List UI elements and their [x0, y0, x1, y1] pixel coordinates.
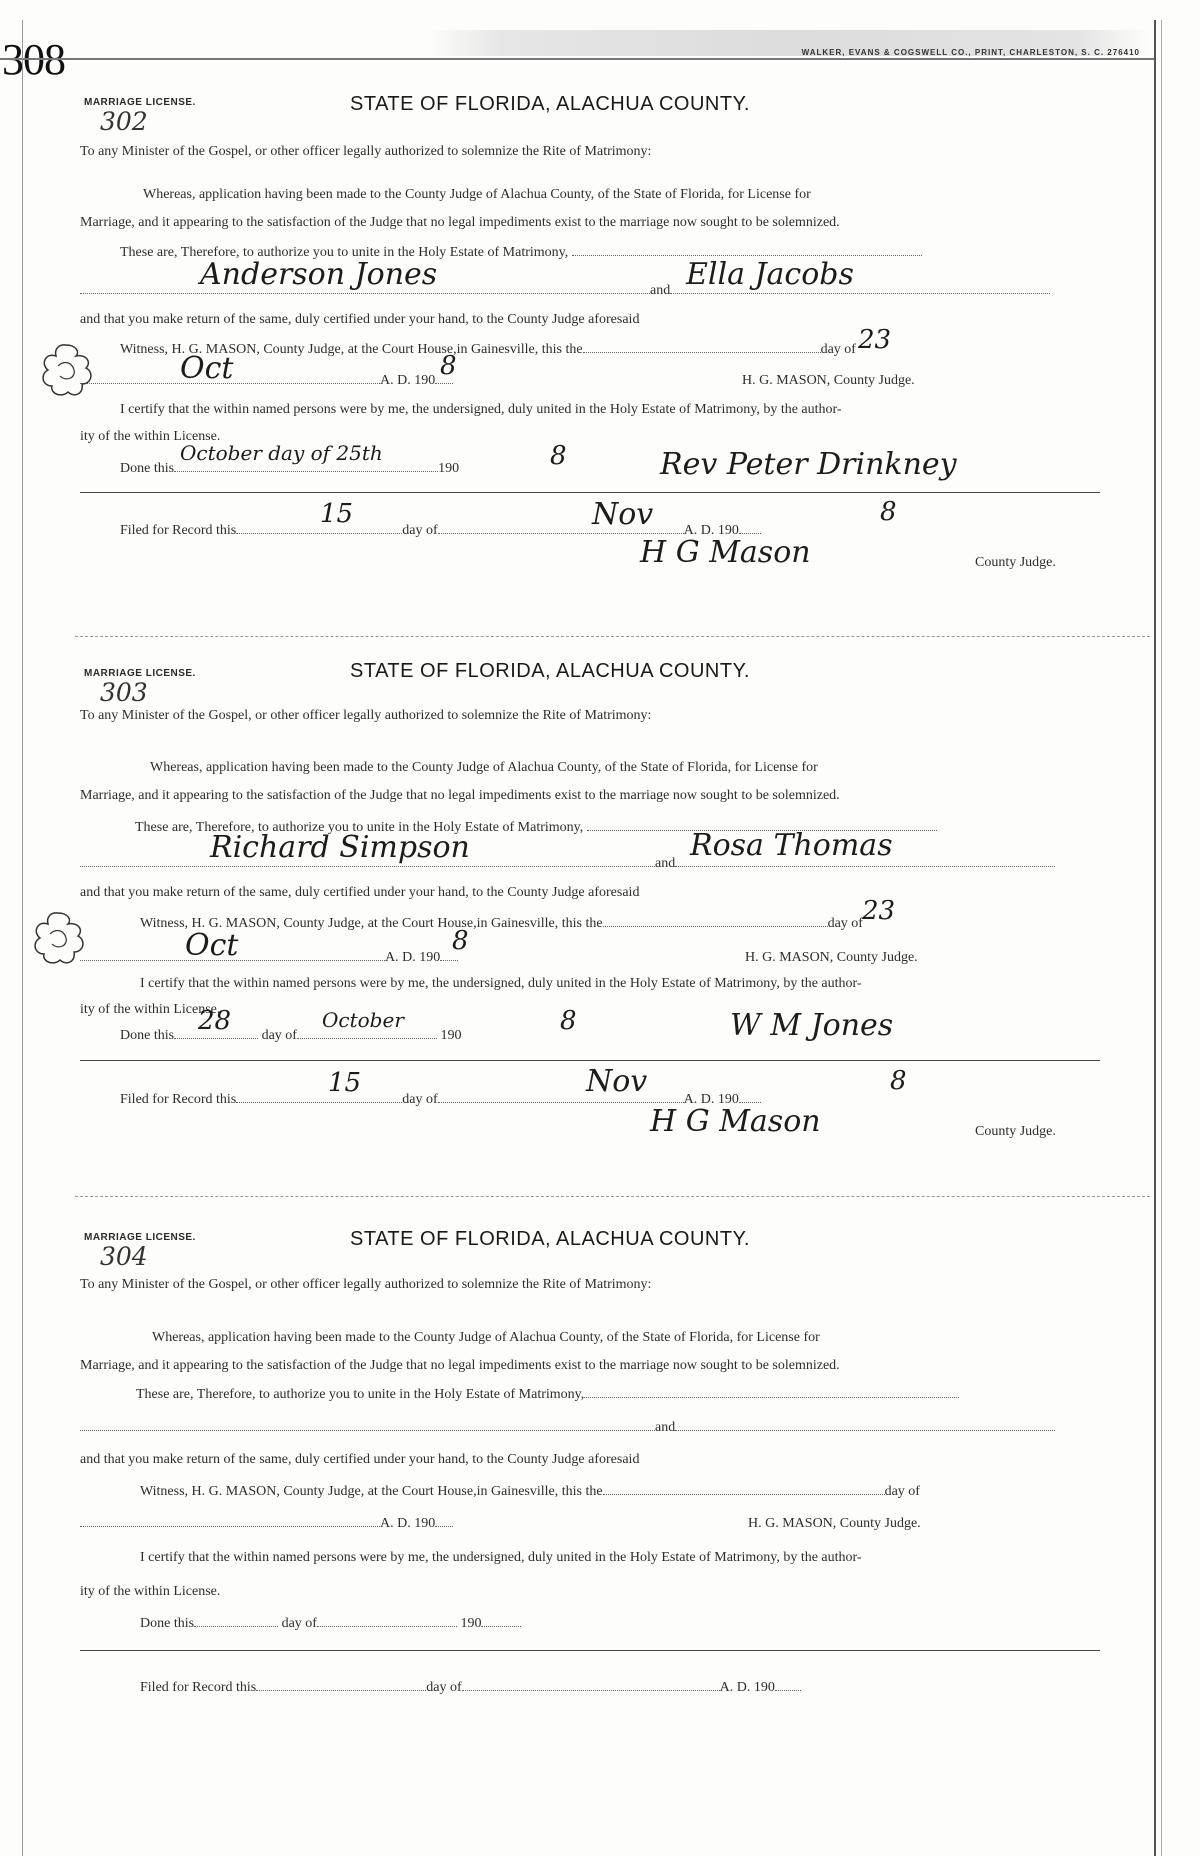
done-year: 8 [560, 1006, 577, 1036]
license-section-304 [80, 1228, 1100, 1752]
witness-month: Oct [185, 928, 239, 963]
filed-line: Filed for Record this day of A. D. 190 [140, 1680, 801, 1696]
done-year: 8 [550, 441, 567, 471]
witness-line: Witness, H. G. MASON, County Judge, at the Court House,in Gainesville, this the day of [120, 342, 856, 357]
judge-signature: H. G. MASON, County Judge. [748, 1516, 921, 1531]
right-margin-rule-inner [1161, 20, 1162, 1856]
done-month: October [322, 1008, 404, 1032]
witness-month: Oct [180, 351, 234, 386]
these-are-line: These are, Therefore, to authorize you to unite in the Holy Estate of Matrimony, [120, 245, 922, 261]
filed-month: Nov [592, 497, 654, 532]
done-line: Done this day of 190 [140, 1616, 521, 1632]
clerk-signature: H G Mason [650, 1104, 821, 1139]
witness-line: Witness, H. G. MASON, County Judge, at the Court House,in Gainesville, this the day of [140, 1484, 920, 1499]
ad-line: A. D. 190 [80, 950, 458, 966]
left-margin-rule [22, 20, 23, 1856]
certify-line-2: ity of the within License. [80, 1584, 221, 1599]
names-line: and [80, 1420, 1055, 1436]
right-margin-rule [1154, 20, 1156, 1856]
filed-day: 15 [320, 499, 354, 529]
filed-line: Filed for Record this day of A. D. 190 [120, 523, 761, 539]
license-label: MARRIAGE LICENSE. [84, 668, 196, 679]
state-heading: STATE OF FLORIDA, ALACHUA COUNTY. [350, 93, 750, 115]
bride-name: Ella Jacobs [686, 257, 854, 292]
officiant-signature: Rev Peter Drinkney [660, 447, 957, 482]
witness-day: 23 [858, 325, 892, 355]
certify-line-2: ity of the within License. [80, 1002, 221, 1017]
certify-line-1: I certify that the within named persons were by me, the undersigned, duly united in the Holy Estate of Matrimony, by the author- [140, 976, 862, 991]
certify-line-1: I certify that the within named persons were by me, the undersigned, duly united in the Holy Estate of Matrimony, by the author- [140, 1550, 862, 1565]
whereas-line-2: Marriage, and it appearing to the satisfaction of the Judge that no legal impediments exist to the marriage now sought to be solemnized. [80, 788, 840, 803]
address-line: To any Minister of the Gospel, or other officer legally authorized to solemnize the Rite of Matrimony: [80, 144, 652, 159]
section-divider [75, 1196, 1150, 1197]
judge-signature: H. G. MASON, County Judge. [745, 950, 918, 965]
license-number: 303 [100, 678, 148, 707]
done-line: Done this day of 190 [120, 1028, 462, 1043]
filed-line: Filed for Record this day of A. D. 190 [120, 1092, 761, 1108]
county-judge-label: County Judge. [975, 555, 1056, 570]
witness-day: 23 [862, 896, 896, 926]
filed-divider [80, 1060, 1100, 1061]
address-line: To any Minister of the Gospel, or other officer legally authorized to solemnize the Rite of Matrimony: [80, 708, 652, 723]
filed-year: 8 [880, 497, 897, 527]
judge-signature: H. G. MASON, County Judge. [742, 373, 915, 388]
groom-name: Anderson Jones [200, 257, 438, 292]
address-line: To any Minister of the Gospel, or other officer legally authorized to solemnize the Rite of Matrimony: [80, 1277, 652, 1292]
done-day: 28 [198, 1006, 232, 1036]
printer-imprint: WALKER, EVANS & COGSWELL CO., PRINT, CHARLESTON, S. C. 276410 [801, 48, 1140, 57]
witness-year-digit: 8 [452, 926, 469, 956]
return-line: and that you make return of the same, duly certified under your hand, to the County Judge aforesaid [80, 312, 640, 327]
return-line: and that you make return of the same, duly certified under your hand, to the County Judge aforesaid [80, 1452, 640, 1467]
filed-year: 8 [890, 1066, 907, 1096]
filed-month: Nov [586, 1064, 648, 1099]
done-line: Done this 190 [120, 461, 460, 476]
seal-mark-icon [36, 340, 96, 400]
these-are-line: These are, Therefore, to authorize you to unite in the Holy Estate of Matrimony, [135, 820, 937, 836]
return-line: and that you make return of the same, duly certified under your hand, to the County Judge aforesaid [80, 885, 640, 900]
whereas-line-1: Whereas, application having been made to the County Judge of Alachua County, of the State of Florida, for License for [143, 187, 811, 202]
license-number: 304 [100, 1242, 148, 1271]
license-label: MARRIAGE LICENSE. [84, 97, 196, 108]
whereas-line-1: Whereas, application having been made to the County Judge of Alachua County, of the State of Florida, for License for [150, 760, 818, 775]
page-number: 308 [2, 35, 65, 84]
ad-line: A. D. 190 [80, 373, 453, 389]
these-are-line: These are, Therefore, to authorize you to unite in the Holy Estate of Matrimony, [136, 1387, 959, 1403]
section-divider [75, 636, 1150, 637]
state-heading: STATE OF FLORIDA, ALACHUA COUNTY. [350, 660, 750, 682]
names-line: and [80, 283, 1050, 299]
county-judge-label: County Judge. [975, 1124, 1056, 1139]
officiant-signature: W M Jones [730, 1008, 894, 1043]
certify-line-1: I certify that the within named persons were by me, the undersigned, duly united in the Holy Estate of Matrimony, by the author- [120, 402, 842, 417]
witness-line: Witness, H. G. MASON, County Judge, at the Court House,in Gainesville, this the day of [140, 916, 863, 931]
top-rule [0, 58, 1156, 60]
license-section-302 [80, 93, 1100, 617]
license-number: 302 [100, 107, 148, 136]
license-section-303 [80, 660, 1100, 1168]
seal-mark-icon [28, 908, 88, 968]
ad-line: A. D. 190 [80, 1516, 453, 1532]
filed-day: 15 [328, 1068, 362, 1098]
whereas-line-2: Marriage, and it appearing to the satisfaction of the Judge that no legal impediments exist to the marriage now sought to be solemnized. [80, 215, 840, 230]
state-heading: STATE OF FLORIDA, ALACHUA COUNTY. [350, 1228, 750, 1250]
witness-year-digit: 8 [440, 351, 457, 381]
filed-divider [80, 492, 1100, 493]
bride-name: Rosa Thomas [690, 828, 893, 863]
groom-name: Richard Simpson [210, 830, 470, 865]
clerk-signature: H G Mason [640, 535, 811, 570]
done-date: October day of 25th [180, 441, 383, 465]
certify-line-2: ity of the within License. [80, 429, 221, 444]
whereas-line-2: Marriage, and it appearing to the satisfaction of the Judge that no legal impediments exist to the marriage now sought to be solemnized. [80, 1358, 840, 1373]
license-label: MARRIAGE LICENSE. [84, 1232, 196, 1243]
names-line: and [80, 856, 1055, 872]
whereas-line-1: Whereas, application having been made to the County Judge of Alachua County, of the State of Florida, for License for [152, 1330, 820, 1345]
filed-divider [80, 1650, 1100, 1651]
